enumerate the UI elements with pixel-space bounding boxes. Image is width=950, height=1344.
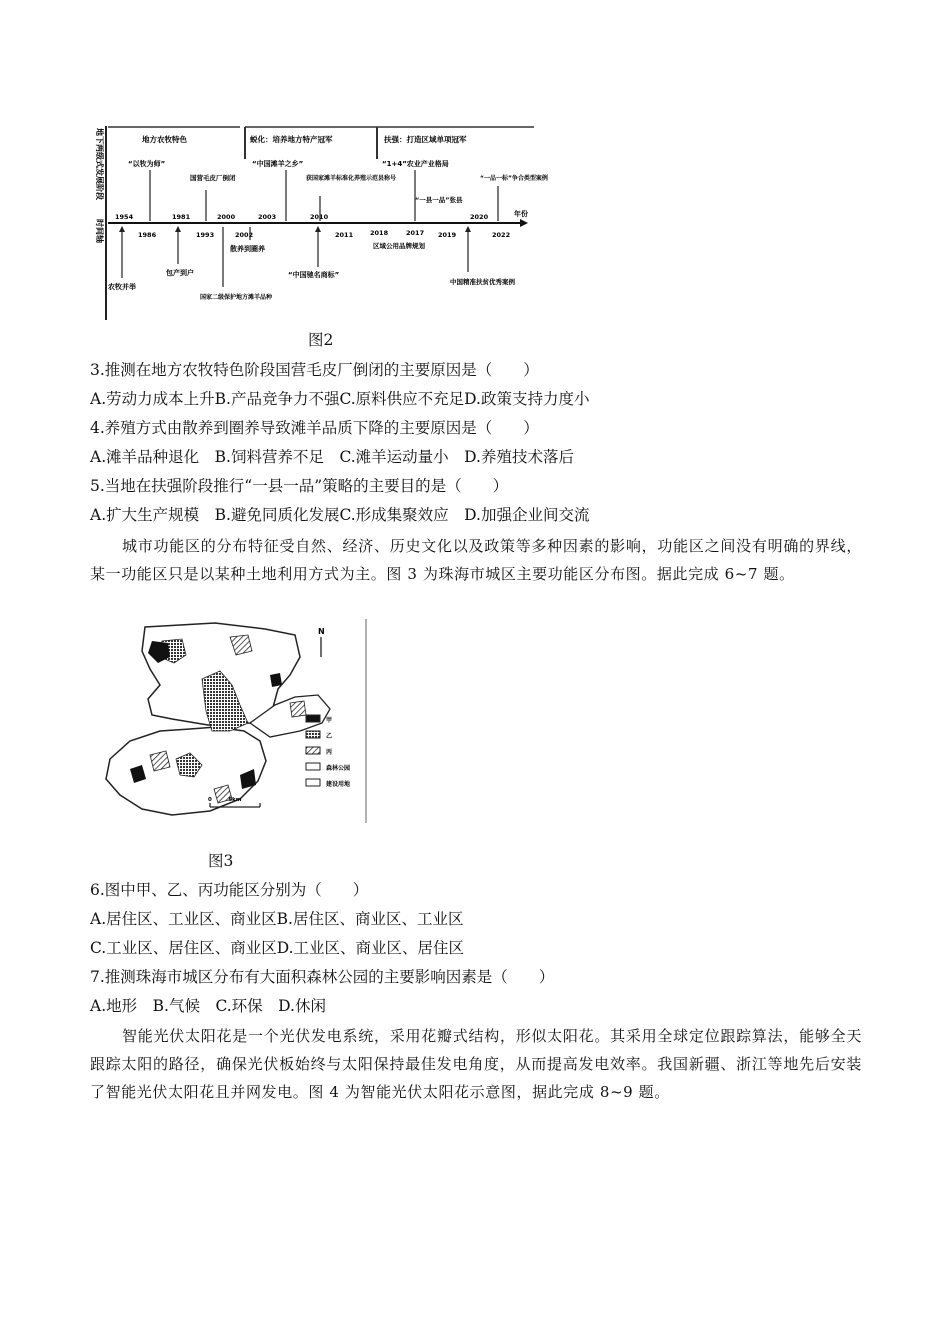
- event-bottom-6: 区域公用品牌规划: [373, 242, 425, 250]
- question-4-stem: 4.养殖方式由散养到圈养导致滩羊品质下降的主要原因是（ ）: [90, 419, 539, 437]
- year-2010: 2010: [310, 213, 329, 221]
- year-2003: 2003: [258, 213, 277, 221]
- question-7-stem: 7.推测珠海市城区分布有大面积森林公园的主要影响因素是（ ）: [90, 968, 555, 986]
- event-top-5: “1+4”农业产业格局: [382, 160, 449, 168]
- question-3-options: A.劳动力成本上升B.产品竞争力不强C.原料供应不充足D.政策支持力度小: [90, 390, 590, 408]
- passage-zhuhai: 城市功能区的分布特征受自然、经济、历史文化以及政策等多种因素的影响，功能区之间没有明确的界线，某一功能区只是以某种土地利用方式为主。图 3 为珠海市城区主要功能区分布图。据此完成 6~7 题。: [90, 537, 862, 583]
- event-bottom-5: “中国驰名商标”: [288, 271, 340, 279]
- legend-construction: 建设用地: [326, 781, 351, 788]
- figure-3-caption: 图3: [208, 852, 234, 870]
- event-top-2: 国营毛皮厂倒闭: [190, 174, 236, 182]
- event-bottom-2: 包产到户: [166, 269, 194, 277]
- year-2002: 2002: [235, 231, 254, 239]
- zhuhai-map-svg: [90, 619, 368, 823]
- question-5-options: A.扩大生产规模 B.避免同质化发展C.形成集聚效应 D.加强企业间交流: [90, 506, 590, 524]
- year-1986: 1986: [138, 231, 157, 239]
- event-top-3: “中国滩羊之乡”: [252, 160, 304, 168]
- legend-bing: 丙: [326, 749, 333, 756]
- north-label: N: [318, 627, 325, 636]
- legend-jia: 甲: [326, 717, 333, 724]
- axis-label-bottom: 时间轴: [95, 219, 104, 243]
- question-7-options: A.地形 B.气候 C.环保 D.休闲: [90, 997, 326, 1015]
- year-2017: 2017: [406, 229, 425, 237]
- event-top-4: 获国家滩羊标准化养殖示范县称号: [306, 175, 397, 182]
- event-top-6: “一县一品”张县: [415, 196, 463, 204]
- scale-label: 0 5km: [208, 797, 242, 803]
- question-6-stem: 6.图中甲、乙、丙功能区分别为（ ）: [90, 881, 369, 899]
- question-6-options-1: A.居住区、工业区、商业区B.居住区、商业区、工业区: [90, 910, 464, 928]
- stage-2-label: 蜕化：培养地方特产冠军: [250, 135, 333, 144]
- axis-label-top: 地下两级式发展阶段: [95, 128, 104, 200]
- event-top-7: “一品一标”争合类型案例: [480, 175, 548, 182]
- question-6-options-2: C.工业区、居住区、商业区D.工业区、商业区、居住区: [90, 939, 465, 957]
- year-1993: 1993: [196, 231, 215, 239]
- event-bottom-4: 散养到圈养: [230, 245, 265, 253]
- event-bottom-3: 国家二级保护地方滩羊品种: [200, 294, 273, 301]
- question-3-stem: 3.推测在地方农牧特色阶段国营毛皮厂倒闭的主要原因是（ ）: [90, 361, 539, 379]
- year-2011: 2011: [335, 231, 354, 239]
- year-2019: 2019: [438, 231, 457, 239]
- passage-solar-flower: 智能光伏太阳花是一个光伏发电系统，采用花瓣式结构，形似太阳花。其采用全球定位跟踪算法，能够全天跟踪太阳的路径，确保光伏板始终与太阳保持最佳发电角度，从而提高发电效率。我国新疆、浙江等地先后安装了智能光伏太阳花且并网发电。图 4 为智能光伏太阳花示意图，据此完成 8~9 题。: [90, 1027, 862, 1101]
- event-bottom-1: 农牧并举: [108, 283, 136, 291]
- year-1981: 1981: [172, 213, 191, 221]
- year-2018: 2018: [370, 229, 389, 237]
- question-4-options: A.滩羊品种退化 B.饲料营养不足 C.滩羊运动量小 D.养殖技术落后: [90, 448, 574, 466]
- question-5-stem: 5.当地在扶强阶段推行“一县一品”策略的主要目的是（ ）: [90, 477, 509, 495]
- year-2022: 2022: [492, 231, 511, 239]
- figure-3-map: [90, 619, 368, 823]
- legend-forest-park: 森林公园: [326, 765, 351, 772]
- legend-yi: 乙: [326, 733, 333, 740]
- figure-2-timeline: [90, 124, 548, 322]
- year-2000: 2000: [217, 213, 236, 221]
- stage-3-label: 扶强：打造区域单项冠军: [384, 135, 467, 144]
- figure-2-caption: 图2: [308, 331, 334, 349]
- axis-unit: 年份: [514, 210, 528, 218]
- event-top-1: “以牧为师”: [128, 160, 166, 168]
- event-bottom-7: 中国精准扶贫优秀案例: [450, 278, 515, 286]
- timeline-svg: [90, 124, 548, 322]
- year-2020: 2020: [470, 213, 489, 221]
- year-1954: 1954: [115, 213, 134, 221]
- stage-1-label: 地方农牧特色: [142, 135, 187, 144]
